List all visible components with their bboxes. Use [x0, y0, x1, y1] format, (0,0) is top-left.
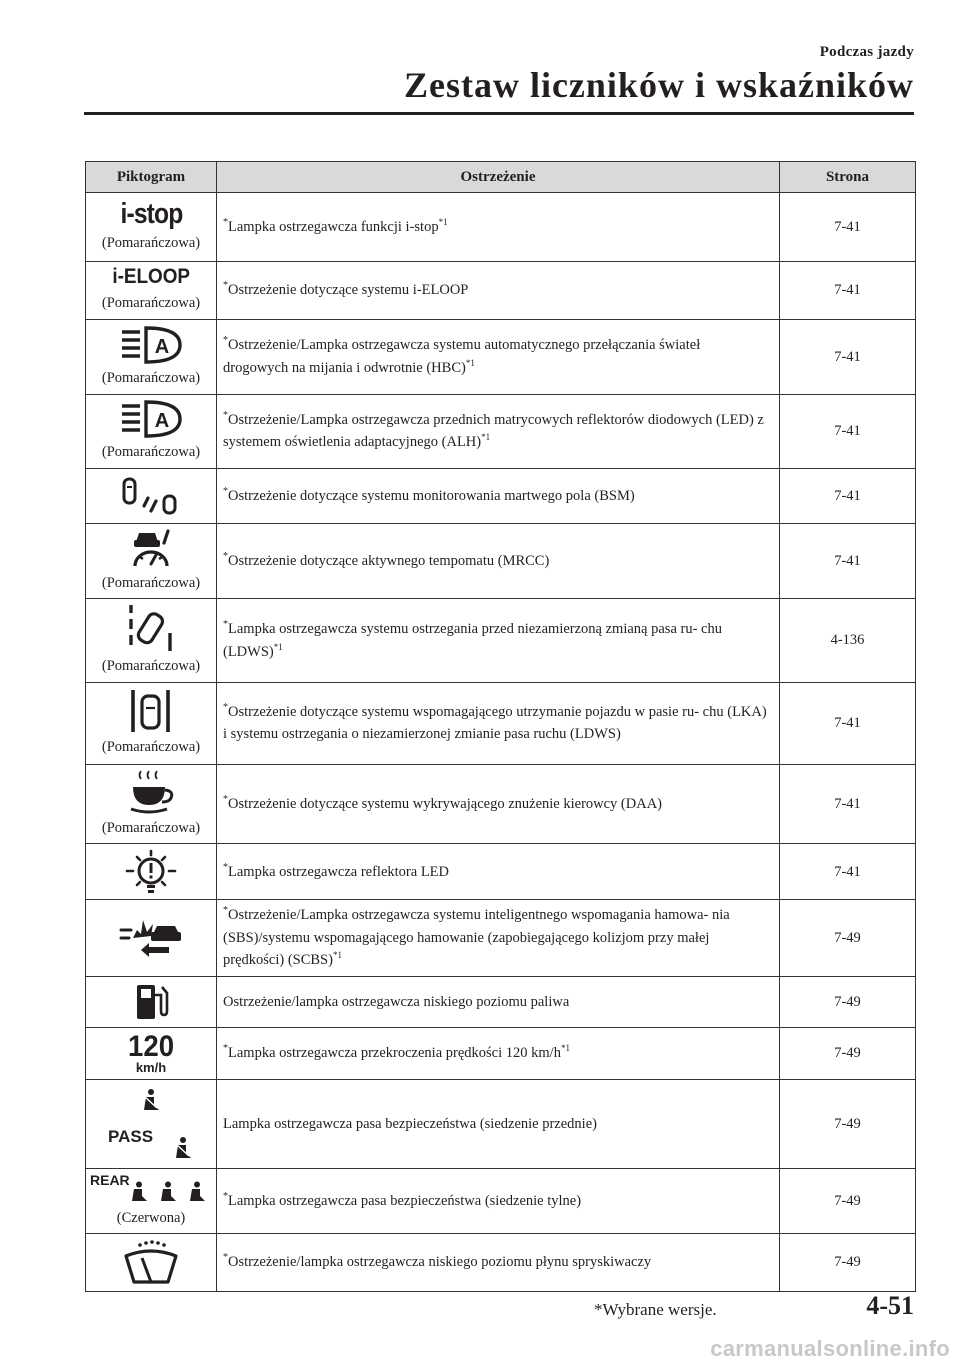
cruise-control-icon [124, 528, 178, 570]
icon-color-label: (Pomarańczowa) [101, 574, 201, 591]
warning-text-cell: *Ostrzeżenie dotyczące aktywnego tempomatu (MRCC) [217, 523, 780, 598]
table-row [86, 1027, 916, 1079]
page-reference: 7-49 [780, 1234, 916, 1292]
pictogram-cell [86, 764, 217, 843]
i-eloop-icon: i-ELOOP [112, 265, 190, 288]
warning-text: Ostrzeżenie dotyczące systemu i-ELOOP [228, 282, 469, 299]
table-row [86, 394, 916, 468]
pictogram-cell [86, 1027, 217, 1079]
footnote-ref: *1 [560, 1043, 570, 1054]
column-header-strona: Strona [780, 162, 916, 193]
table-row [86, 523, 916, 598]
pictogram-cell [86, 523, 217, 598]
table-row [86, 682, 916, 764]
pictogram-cell [86, 319, 217, 394]
pictogram-cell [86, 844, 217, 900]
warning-text-cell: *Lampka ostrzegawcza przekroczenia prędkości 120 $km/h^{*1}$ [217, 1027, 780, 1079]
warning-lights-table [85, 161, 916, 1292]
warning-text-cell: *Ostrzeżenie/lampka ostrzegawcza niskiego poziomu płynu spryskiwaczy [217, 1234, 780, 1292]
page-reference: 7-49 [780, 1079, 916, 1168]
warning-text-cell: *Lampka ostrzegawcza funkcji i-stop$^{*1}$ [217, 193, 780, 262]
washer-fluid-icon [122, 1240, 180, 1286]
led-headlight-warning-icon [123, 849, 179, 895]
pictogram-cell [86, 1079, 217, 1168]
page-reference: 7-41 [780, 764, 916, 843]
icon-color-label: (Pomarańczowa) [101, 235, 201, 251]
table-row [86, 844, 916, 900]
warning-text-cell: *Ostrzeżenie/Lampka ostrzegawcza systemu automatycznego przełączania świateł drogowych na mijania i odwrotnie (HBC)$^{*1}$ [217, 319, 780, 394]
warning-text-cell: *Ostrzeżenie/Lampka ostrzegawcza przednich matrycowych reflektorów diodowych (LED) z systemem oświetlenia adaptacyjnego (ALH)$^{*1}$ [217, 394, 780, 468]
pictogram-cell [86, 468, 217, 523]
high-beam-auto-icon [120, 399, 182, 439]
footnote-text: *Wybrane wersje. [594, 1300, 717, 1319]
blind-spot-icon [120, 476, 182, 516]
warning-text-cell: *Ostrzeżenie dotyczące systemu monitorowania martwego pola (BSM) [217, 468, 780, 523]
warning-text: Ostrzeżenie dotyczące systemu monitorowania martwego pola (BSM) [228, 487, 635, 504]
table-row [86, 764, 916, 843]
section-title: Podczas jazdy [819, 44, 914, 60]
table-row [86, 1234, 916, 1292]
page-reference: 4-136 [780, 599, 916, 682]
icon-color-label: (Pomarańczowa) [101, 819, 201, 836]
warning-text: Lampka ostrzegawcza pasa bezpieczeństwa (siedzenie tylne) [228, 1192, 582, 1209]
warning-text: Ostrzeżenie dotyczące systemu wspomagającego utrzymanie pojazdu w pasie ru- chu (LKA) i systemu ostrzegania o niezamierzonej zmianie pasa ruchu (LDWS) [223, 703, 767, 743]
brake-support-icon [119, 916, 183, 960]
page-reference: 7-49 [780, 976, 916, 1027]
warning-text: Ostrzeżenie dotyczące aktywnego tempomatu (MRCC) [228, 552, 550, 569]
pictogram-cell [86, 976, 217, 1027]
footnote-ref: *1 [438, 216, 448, 227]
lane-departure-icon [126, 603, 176, 653]
footnote-ref: *1 [465, 358, 475, 369]
table-header-row [86, 162, 916, 193]
lane-keep-icon [129, 688, 173, 734]
table-row [86, 1079, 916, 1168]
table-row [86, 976, 916, 1027]
warning-text-cell: *Ostrzeżenie/Lampka ostrzegawcza systemu inteligentnego wspomagania hamowa- nia (SBS)/systemu wspomagającego hamowanie (zapobiegającego kolizjom przy małej prędkości) (SCBS)$^{*1}$ [217, 900, 780, 976]
fuel-pump-icon [131, 981, 171, 1023]
warning-text: Lampka ostrzegawcza przekroczenia prędkości 120 km/h [228, 1045, 561, 1062]
warning-text-cell: *Lampka ostrzegawcza systemu ostrzegania przed niezamierzoną zmianą pasa ru- chu (LDWS)$^{*1}$ [217, 599, 780, 682]
warning-text: Ostrzeżenie/lampka ostrzegawcza niskiego poziomu płynu spryskiwaczy [228, 1254, 652, 1271]
icon-color-label: (Pomarańczowa) [101, 444, 201, 461]
seatbelt-front-icon: PASS [106, 1086, 196, 1162]
page-reference: 7-41 [780, 319, 916, 394]
warning-text: Ostrzeżenie dotyczące systemu wykrywającego znużenie kierowcy (DAA) [228, 795, 663, 812]
warning-text: Lampka ostrzegawcza systemu ostrzegania przed niezamierzoną zmianą pasa ru- chu (LDWS) [223, 621, 722, 660]
pictogram-cell [86, 193, 217, 262]
svg-text:A: A [154, 410, 170, 433]
pictogram-cell [86, 394, 217, 468]
icon-color-label: (Pomarańczowa) [101, 369, 201, 386]
pictogram-cell [86, 1234, 217, 1292]
page-reference: 7-41 [780, 468, 916, 523]
column-header-piktogram: Piktogram [86, 162, 217, 193]
page-number: 4-51 [866, 1291, 914, 1320]
table-row [86, 599, 916, 682]
warning-text-cell: *Ostrzeżenie dotyczące systemu i-ELOOP [217, 262, 780, 320]
table-row [86, 193, 916, 262]
warning-text: Lampka ostrzegawcza funkcji i-stop [228, 218, 439, 235]
warning-text: Ostrzeżenie/Lampka ostrzegawcza przednich matrycowych reflektorów diodowych (LED) z systemem oświetlenia adaptacyjnego (ALH) [223, 411, 764, 451]
page-title: Zestaw liczników i wskaźników [403, 65, 914, 105]
warning-text: Ostrzeżenie/lampka ostrzegawcza niskiego poziomu paliwa [223, 993, 570, 1010]
page-reference: 7-49 [780, 1027, 916, 1079]
page-reference: 7-41 [780, 193, 916, 262]
page-reference: 7-49 [780, 900, 916, 976]
footnote-ref: *1 [273, 641, 283, 652]
footnote-ref: *1 [481, 432, 491, 443]
warning-text-cell [217, 976, 780, 1027]
speed-120-icon: 120 km/h [127, 1030, 175, 1076]
table-row [86, 262, 916, 320]
warning-text-cell: *Lampka ostrzegawcza reflektora LED [217, 844, 780, 900]
page-reference: 7-41 [780, 394, 916, 468]
title-rule [84, 112, 914, 115]
column-header-ostrzezenie: Ostrzeżenie [217, 162, 780, 193]
pictogram-cell [86, 900, 217, 976]
warning-text: Ostrzeżenie/Lampka ostrzegawcza systemu inteligentnego wspomagania hamowa- nia (SBS)/systemu wspomagającego hamowanie (zapobiegającego kolizjom przy małej prędkości) (SCBS) [223, 907, 730, 969]
table-row [86, 900, 916, 976]
table-row [86, 468, 916, 523]
icon-color-label: (Czerwona) [116, 1209, 186, 1226]
page-reference: 7-49 [780, 1168, 916, 1233]
warning-text-cell: *Ostrzeżenie dotyczące systemu wspomagającego utrzymanie pojazdu w pasie ru- chu (LKA) i systemu ostrzegania o niezamierzonej zmianie pasa ruchu (LDWS) [217, 682, 780, 764]
page-reference: 7-41 [780, 262, 916, 320]
warning-text-cell: *Ostrzeżenie dotyczące systemu wykrywającego znużenie kierowcy (DAA) [217, 764, 780, 843]
pictogram-cell [86, 682, 217, 764]
page-reference: 7-41 [780, 682, 916, 764]
high-beam-auto-icon [120, 325, 182, 365]
i-stop-icon: i-stop [120, 197, 182, 230]
warning-text: Lampka ostrzegawcza reflektora LED [228, 863, 450, 880]
warning-text: Ostrzeżenie/Lampka ostrzegawcza systemu automatycznego przełączania świateł drogowych na mijania i odwrotnie (HBC) [223, 337, 701, 376]
coffee-cup-icon [125, 769, 177, 815]
icon-color-label: (Pomarańczowa) [101, 295, 201, 312]
warning-text-cell: *Lampka ostrzegawcza pasa bezpieczeństwa (siedzenie tylne) [217, 1168, 780, 1233]
footnote-ref: *1 [332, 950, 342, 961]
pictogram-cell [86, 262, 217, 320]
table-row [86, 1168, 916, 1233]
seatbelt-rear-icon: REAR [90, 1173, 216, 1205]
icon-color-label: (Pomarańczowa) [101, 739, 201, 756]
page-reference: 7-41 [780, 844, 916, 900]
watermark: carmanualsonline.info [710, 1336, 950, 1361]
svg-text:A: A [154, 335, 170, 358]
table-row [86, 319, 916, 394]
page-reference: 7-41 [780, 523, 916, 598]
icon-color-label: (Pomarańczowa) [101, 658, 201, 675]
warning-text-cell [217, 1079, 780, 1168]
warning-text: Lampka ostrzegawcza pasa bezpieczeństwa (siedzenie przednie) [223, 1115, 597, 1132]
pictogram-cell [86, 1168, 217, 1233]
pictogram-cell [86, 599, 217, 682]
